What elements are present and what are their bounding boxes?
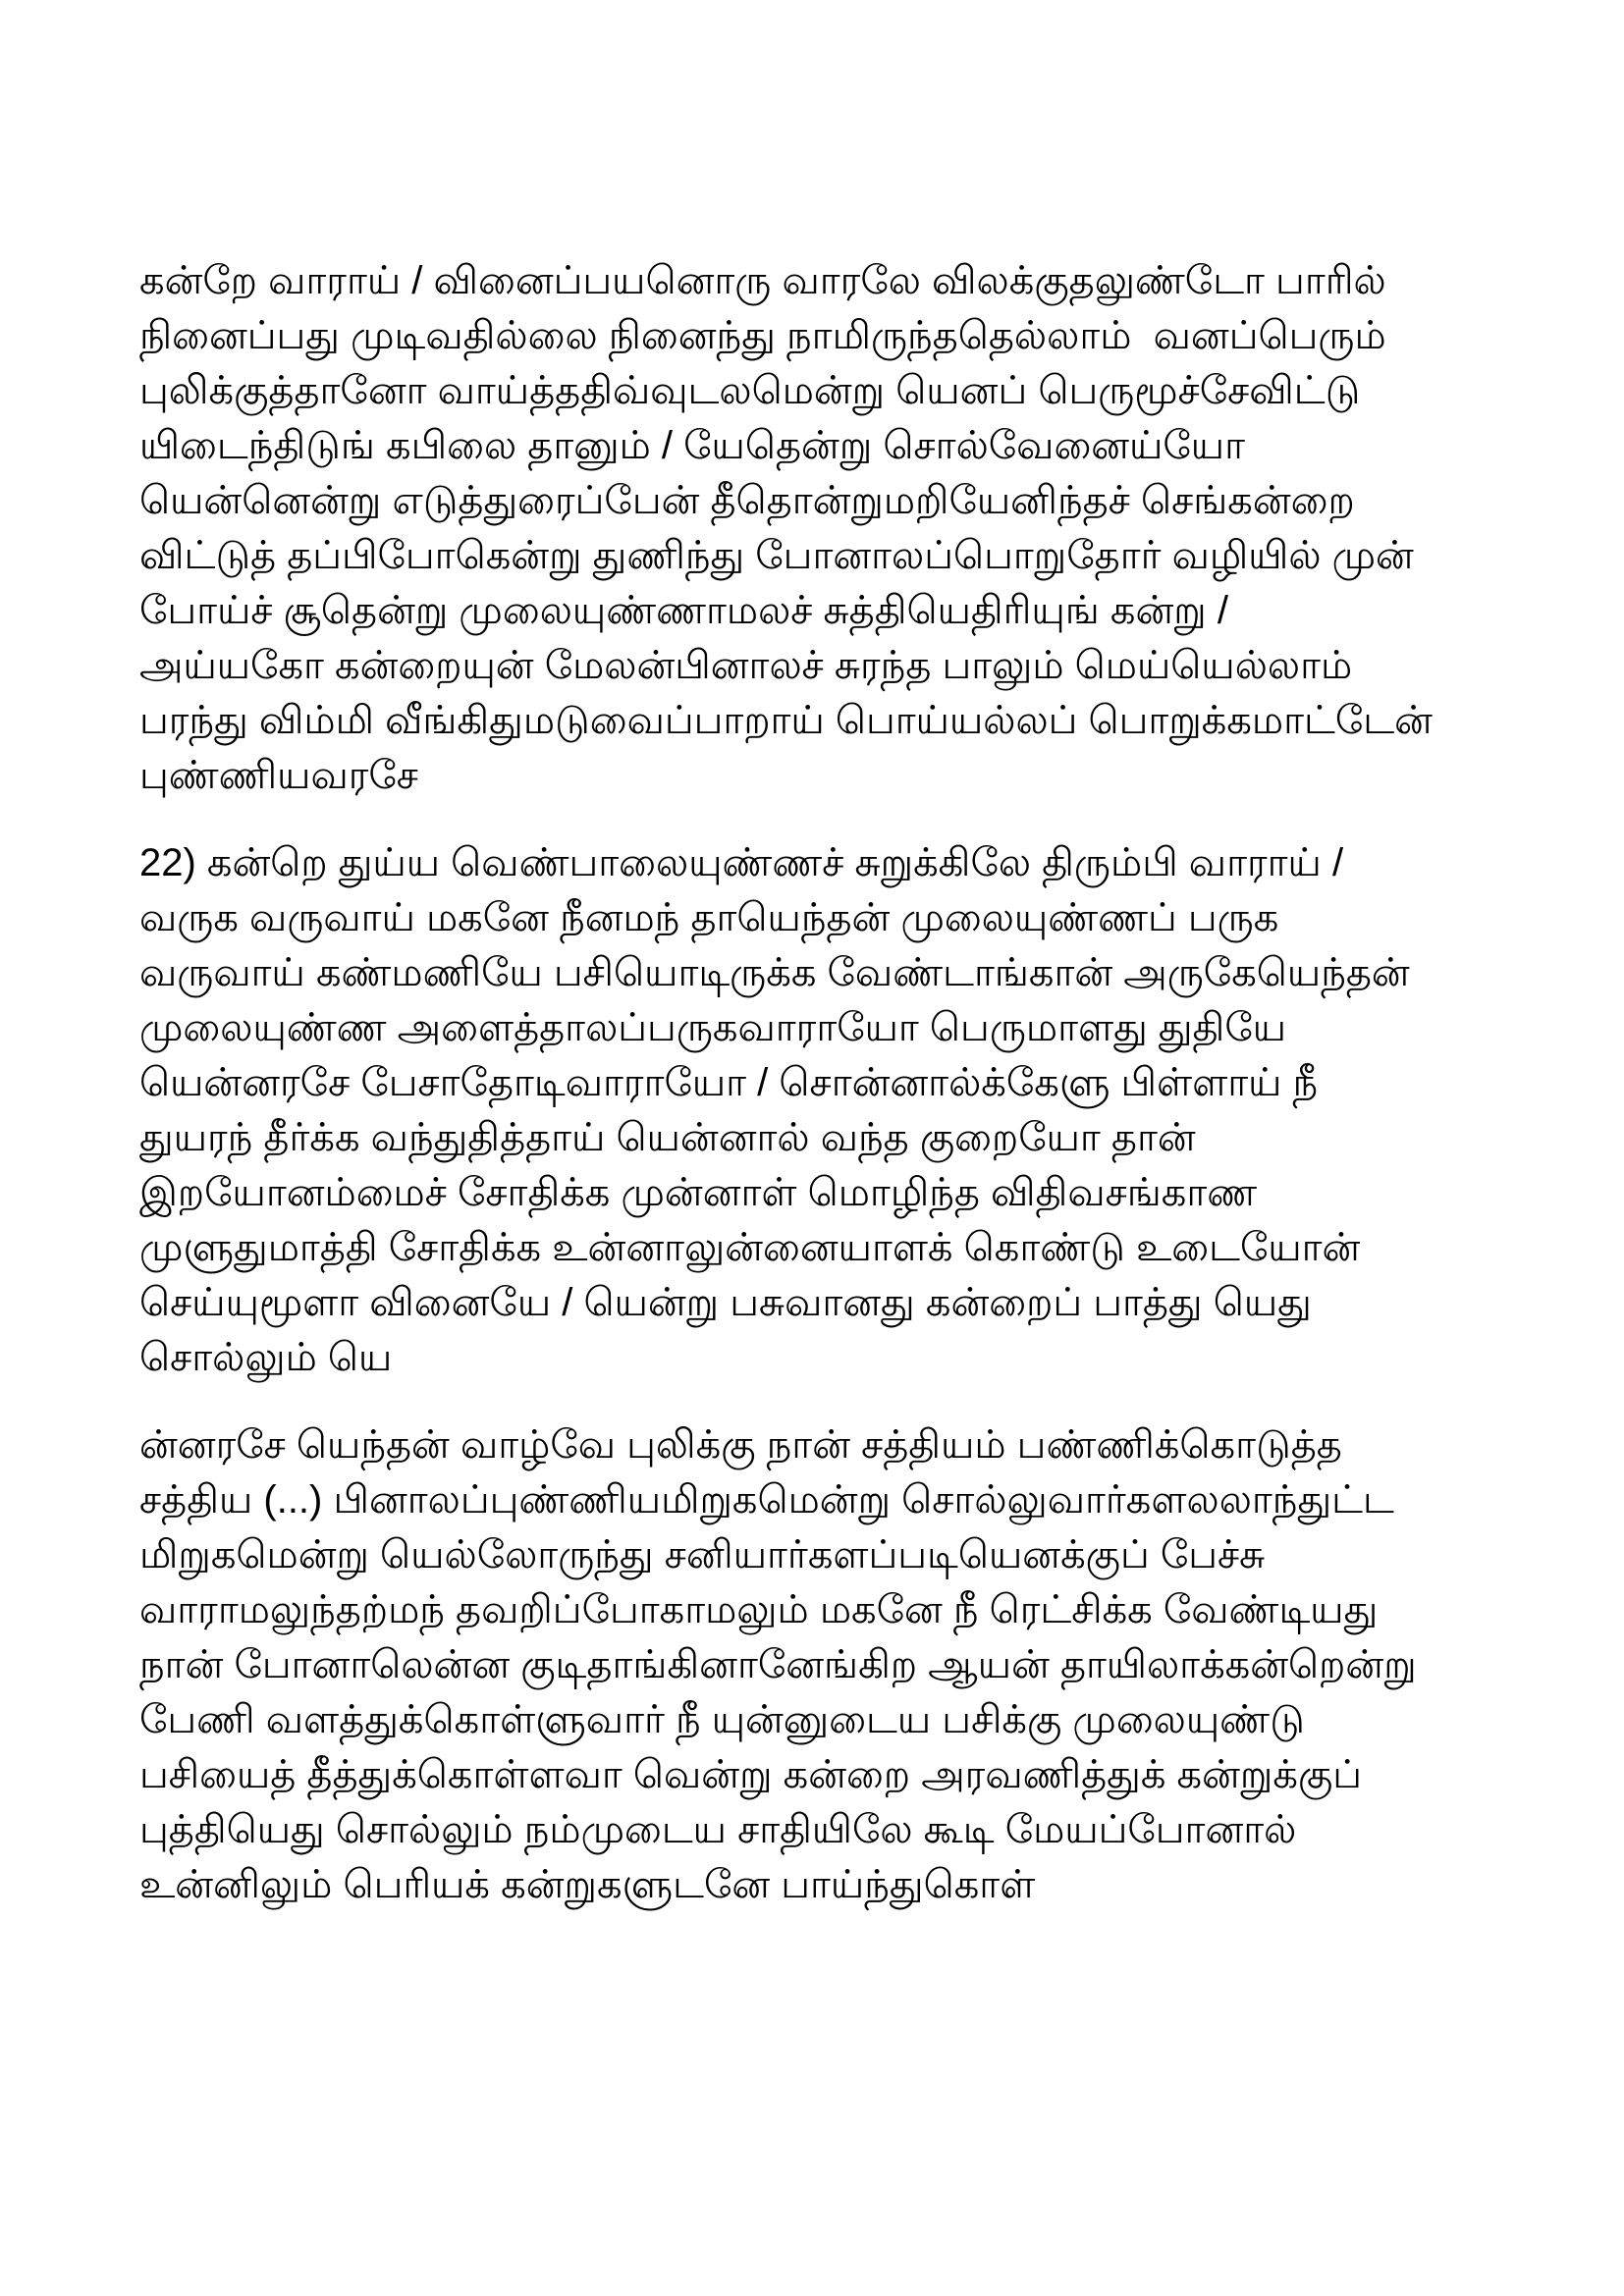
text-line: பரந்து விம்மி வீங்கிதுமடுவைப்பாறாய் பொய்யல்லப் பொறுக்கமாட்டேன் (139, 699, 1433, 742)
text-line: கன்றே வாராய் / வினைப்பயனொரு வாரலே விலக்குதலுண்டோ பாரில் (139, 259, 1386, 302)
text-line: புலிக்குத்தானோ வாய்த்ததிவ்வுடலமென்று யெனப் பெருமூச்சேவிட்டு (139, 369, 1361, 412)
text-line: புத்தியெது சொல்லும் நம்முடைய சாதியிலே கூடி மேயப்போனால் (139, 1808, 1297, 1851)
text-line: மிறுகமென்று யெல்லோருந்து சனியார்களப்படியெனக்குப் பேச்சு (139, 1533, 1266, 1576)
text-line: ன்னரசே யெந்தன் வாழ்வே புலிக்கு நான் சத்தியம் பண்ணிக்கொடுத்த (139, 1423, 1342, 1467)
text-line: சொல்லும் யெ (139, 1336, 393, 1379)
text-line: போய்ச் சூதென்று முலையுண்ணாமலச் சுத்தியெதிரியுங் கன்று / (139, 589, 1228, 632)
text-line: செய்யுமூளா வினையே / யென்று பசுவானது கன்றைப் பாத்து யெது (139, 1281, 1312, 1324)
text-line: முளுதுமாத்தி சோதிக்க உன்னாலுன்னையாளக் கொண்டு உடையோன் (139, 1226, 1361, 1269)
text-line: வருக வருவாய் மகனே நீனமந் தாயெந்தன் முலையுண்ணப் பருக (139, 896, 1279, 939)
paragraph-1 (139, 253, 1494, 803)
text-line: விட்டுத் தப்பிபோகென்று துணிந்து போனாலப்பொறுதோர் வழியில் முன் (139, 534, 1414, 577)
text-line: சத்திய (...) பினாலப்புண்ணியமிறுகமென்று சொல்லுவார்களலலாந்துட்ட (139, 1478, 1394, 1522)
text-line: முலையுண்ண அளைத்தாலப்பருகவாராயோ பெருமாளது துதியே (139, 1006, 1287, 1049)
text-line: நான் போனாலென்ன குடிதாங்கினானேங்கிற ஆயன் தாயிலாக்கன்றென்று (139, 1643, 1417, 1686)
text-line: 22) கன்றெ துய்ய வெண்பாலையுண்ணச் சுறுக்கிலே திரும்பி வாராய் / (139, 841, 1344, 884)
text-line: வாராமலுந்தற்மந் தவறிப்போகாமலும் மகனே நீ ரெட்சிக்க வேண்டியது (139, 1588, 1379, 1631)
text-line: இறயோனம்மைச் சோதிக்க முன்னாள் மொழிந்த விதிவசங்காண (139, 1171, 1258, 1214)
text-line: பசியைத் தீத்துக்கொள்ளவா வென்று கன்றை அரவணித்துக் கன்றுக்குப் (139, 1753, 1363, 1796)
paragraph-3 (139, 1417, 1494, 1912)
text-line: அய்யகோ கன்றையுன் மேலன்பினாலச் சுரந்த பாலும் மெய்யெல்லாம் (139, 644, 1353, 687)
text-line: நினைப்பது முடிவதில்லை நினைந்து நாமிருந்ததெல்லாம் வனப்பெரும் (139, 314, 1386, 357)
paragraph-2 (139, 835, 1494, 1385)
text-line: புண்ணியவரசே (139, 754, 418, 797)
text-line: துயரந் தீர்க்க வந்துதித்தாய் யென்னால் வந்த குறையோ தான் (139, 1116, 1196, 1159)
text-line: உன்னிலும் பெரியக் கன்றுகளுடனே பாய்ந்துகொள் (139, 1863, 1036, 1906)
text-line: வருவாய் கண்மணியே பசியொடிருக்க வேண்டாங்கான் அருகேயெந்தன் (139, 951, 1410, 994)
text-line: பேணி வளத்துக்கொள்ளுவார் நீ யுன்னுடைய பசிக்கு முலையுண்டு (139, 1698, 1305, 1741)
text-block (139, 253, 1494, 1945)
text-line: யென்னரசே பேசாதோடிவாராயோ / சொன்னால்க்கேளு பிள்ளாய் நீ (139, 1061, 1319, 1104)
text-line: யிடைந்திடுங் கபிலை தானும் / யேதென்று சொல்வேனைய்யோ (139, 424, 1245, 467)
text-line: யென்னென்று எடுத்துரைப்பேன் தீதொன்றுமறியேனிந்தச் செங்கன்றை (139, 479, 1355, 522)
